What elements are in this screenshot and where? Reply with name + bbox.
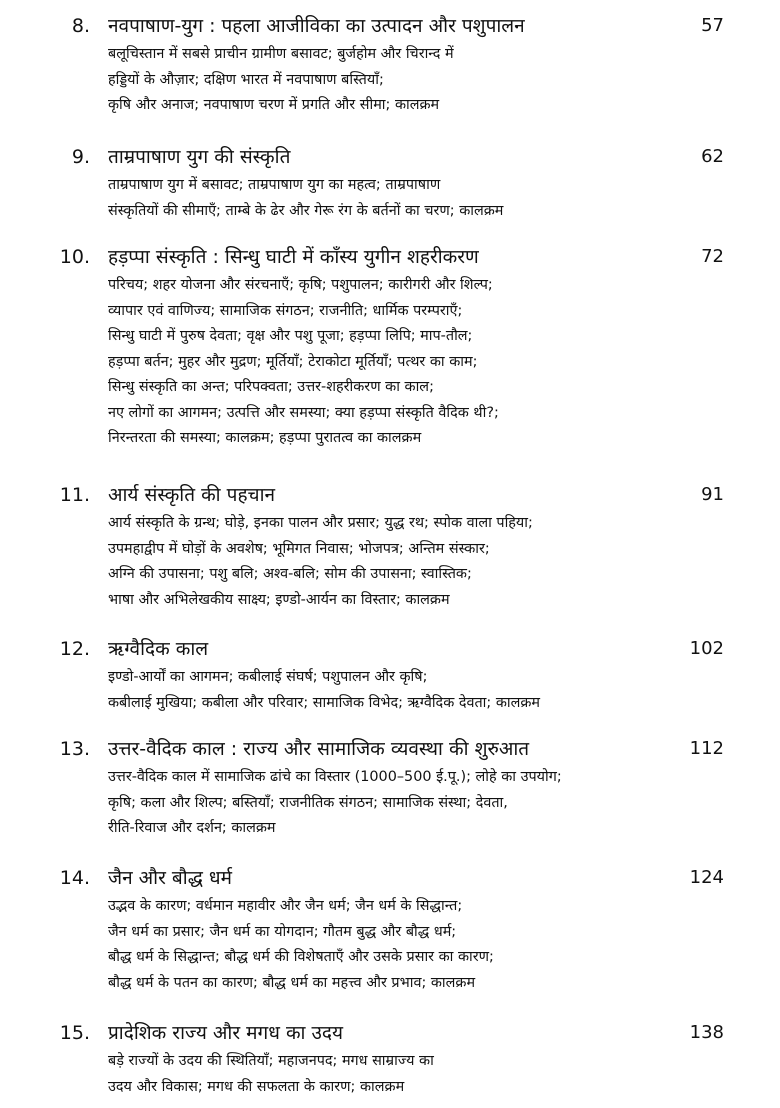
chapter-number: 10. — [59, 246, 90, 268]
chapter-topics — [108, 1049, 708, 1100]
chapter-page-number: 62 — [701, 146, 724, 167]
chapter-page-number: 112 — [689, 738, 724, 759]
topic-line: ताम्रपाषाण युग में बसावट; ताम्रपाषाण युग का महत्व; ताम्रपाषाण — [108, 177, 441, 193]
chapter-number: 13. — [59, 738, 90, 760]
chapter-title: नवपाषाण-युग : पहला आजीविका का उत्पादन और पशुपालन — [108, 15, 525, 37]
topic-line: हड़प्पा बर्तन; मुहर और मुद्रण; मूर्तियाँ; टेराकोटा मूर्तियाँ; पत्थर का काम; — [108, 353, 478, 370]
chapter-topics — [108, 894, 708, 996]
chapter-title: आर्य संस्कृति की पहचान — [108, 484, 276, 506]
chapter-page-number: 57 — [701, 15, 724, 36]
topic-line: बौद्ध धर्म के पतन का कारण; बौद्ध धर्म का महत्त्व और प्रभाव; कालक्रम — [108, 974, 476, 991]
chapter-page-number: 124 — [689, 867, 724, 888]
topic-line: सिन्धु घाटी में पुरुष देवता; वृक्ष और पशु पूजा; हड़प्पा लिपि; माप-तौल; — [108, 328, 473, 344]
topic-line: इण्डो-आर्यों का आगमन; कबीलाई संघर्ष; पशुपालन और कृषि; — [108, 669, 428, 685]
chapter-title: हड़प्पा संस्कृति : सिन्धु घाटी में काँस्य युगीन शहरीकरण — [108, 246, 479, 268]
chapter-title: प्रादेशिक राज्य और मगध का उदय — [108, 1022, 344, 1044]
chapter-topics — [108, 765, 708, 842]
topic-line: कबीलाई मुखिया; कबीला और परिवार; सामाजिक विभेद; ऋग्वैदिक देवता; कालक्रम — [108, 694, 541, 711]
topic-line: परिचय; शहर योजना और संरचनाएँ; कृषि; पशुपालन; कारीगरी और शिल्प; — [108, 277, 493, 293]
topic-line: भाषा और अभिलेखकीय साक्ष्य; इण्डो-आर्यन का विस्तार; कालक्रम — [108, 591, 450, 608]
chapter-title: उत्तर-वैदिक काल : राज्य और सामाजिक व्यवस्था की शुरुआत — [108, 738, 530, 760]
topic-line: संस्कृतियों की सीमाएँ; ताम्बे के ढेर और गेरू रंग के बर्तनों का चरण; कालक्रम — [108, 202, 504, 219]
topic-line: हड्डियों के औज़ार; दक्षिण भारत में नवपाषाण बस्तियाँ; — [108, 71, 384, 88]
topic-line: बौद्ध धर्म के सिद्धान्त; बौद्ध धर्म की विशेषताएँ और उसके प्रसार का कारण; — [108, 949, 494, 965]
chapter-number: 12. — [59, 638, 90, 660]
chapter-title: ऋग्वैदिक काल — [108, 638, 209, 660]
topic-line: उत्तर-वैदिक काल में सामाजिक ढांचे का विस्तार (1000–500 ई.पू.); लोहे का उपयोग; — [108, 769, 562, 785]
chapter-page-number: 138 — [689, 1022, 724, 1043]
topic-line: कृषि और अनाज; नवपाषाण चरण में प्रगति और सीमा; कालक्रम — [108, 97, 440, 113]
chapter-number: 11. — [59, 484, 90, 506]
topic-line: नए लोगों का आगमन; उत्पत्ति और समस्या; क्या हड़प्पा संस्कृति वैदिक थी?; — [108, 404, 499, 421]
chapter-number: 9. — [71, 146, 90, 168]
topic-line: बड़े राज्यों के उदय की स्थितियाँ; महाजनपद; मगध साम्राज्य का — [108, 1053, 434, 1069]
chapter-topics — [108, 173, 708, 224]
topic-line: रीति-रिवाज और दर्शन; कालक्रम — [108, 820, 276, 836]
chapter-title: जैन और बौद्ध धर्म — [108, 867, 232, 889]
chapter-page-number: 102 — [689, 638, 724, 659]
topic-line: उदय और विकास; मगध की सफलता के कारण; कालक्रम — [108, 1078, 405, 1095]
topic-line: उद्भव के कारण; वर्धमान महावीर और जैन धर्म; जैन धर्म के सिद्धान्त; — [108, 898, 463, 914]
chapter-number: 14. — [59, 867, 90, 889]
chapter-topics — [108, 42, 708, 119]
topic-line: व्यापार एवं वाणिज्य; सामाजिक संगठन; राजनीति; धार्मिक परम्पराएँ; — [108, 302, 463, 319]
chapter-topics — [108, 665, 708, 716]
chapter-topics — [108, 273, 708, 452]
chapter-number: 15. — [59, 1022, 90, 1044]
chapter-number: 8. — [71, 15, 90, 37]
topic-line: कृषि; कला और शिल्प; बस्तियाँ; राजनीतिक संगठन; सामाजिक संस्था; देवता, — [108, 794, 508, 811]
chapter-page-number: 72 — [701, 246, 724, 267]
topic-line: आर्य संस्कृति के ग्रन्थ; घोड़े, इनका पालन और प्रसार; युद्ध रथ; स्पोक वाला पहिया; — [108, 515, 533, 531]
topic-line: अग्नि की उपासना; पशु बलि; अश्व-बलि; सोम की उपासना; स्वास्तिक; — [108, 566, 472, 582]
topic-line: बलूचिस्तान में सबसे प्राचीन ग्रामीण बसावट; बुर्जहोम और चिरान्द में — [108, 46, 454, 62]
topic-line: उपमहाद्वीप में घोड़ों के अवशेष; भूमिगत निवास; भोजपत्र; अन्तिम संस्कार; — [108, 540, 490, 557]
topic-line: जैन धर्म का प्रसार; जैन धर्म का योगदान; गौतम बुद्ध और बौद्ध धर्म; — [108, 923, 457, 940]
chapter-page-number: 91 — [701, 484, 724, 505]
topic-line: निरन्तरता की समस्या; कालक्रम; हड़प्पा पुरातत्व का कालक्रम — [108, 430, 422, 446]
topic-line: सिन्धु संस्कृति का अन्त; परिपक्वता; उत्तर-शहरीकरण का काल; — [108, 379, 434, 395]
chapter-topics — [108, 511, 708, 613]
chapter-title: ताम्रपाषाण युग की संस्कृति — [108, 146, 291, 168]
